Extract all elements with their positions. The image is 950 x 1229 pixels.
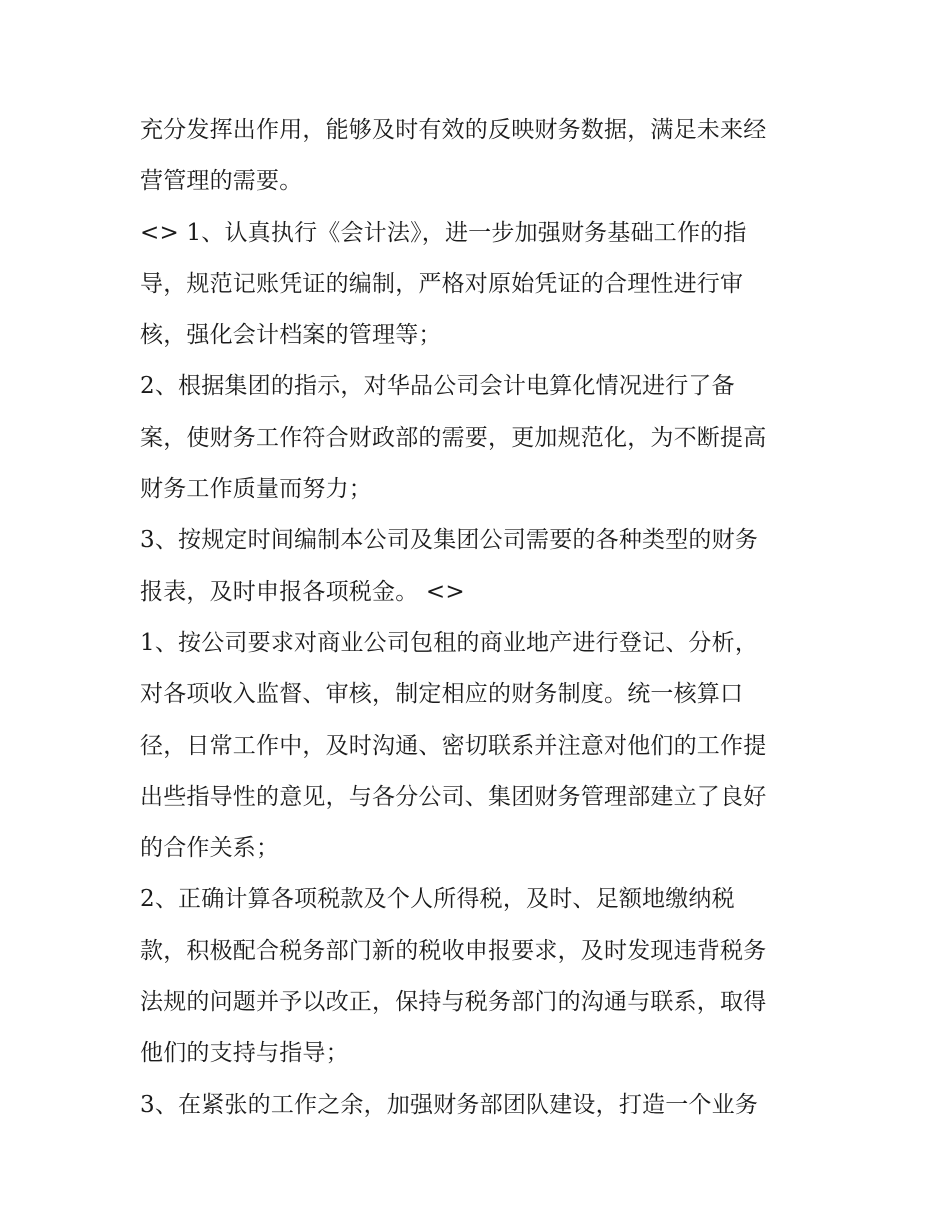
body-text [140, 105, 820, 1131]
text-line: 报表，及时申报各项税金。 <> [140, 578, 465, 605]
text-line: 营管理的需要。 [140, 168, 303, 195]
text-line: 充分发挥出作用，能够及时有效的反映财务数据，满足未来经 [140, 117, 767, 143]
text-line: 3、在紧张的工作之余，加强财务部团队建设，打造一个业务 [140, 1091, 759, 1118]
text-line: 的合作关系； [140, 835, 280, 862]
text-line: 案，使财务工作符合财政部的需要，更加规范化，为不断提高 [140, 424, 767, 451]
text-line: 对各项收入监督、审核，制定相应的财务制度。统一核算口 [140, 681, 744, 708]
text-line: 法规的问题并予以改正，保持与税务部门的沟通与联系，取得 [140, 989, 767, 1016]
text-line: 3、按规定时间编制本公司及集团公司需要的各种类型的财务 [140, 527, 759, 554]
text-line: 出些指导性的意见，与各分公司、集团财务管理部建立了良好 [140, 783, 767, 810]
text-line: 径，日常工作中，及时沟通、密切联系并注意对他们的工作提 [140, 732, 767, 759]
text-line: 导，规范记账凭证的编制，严格对原始凭证的合理性进行审 [140, 270, 744, 297]
text-line: 他们的支持与指导； [140, 1040, 349, 1067]
text-line: 财务工作质量而努力； [140, 476, 372, 503]
text-line: 2、根据集团的指示，对华品公司会计电算化情况进行了备 [140, 373, 735, 400]
text-line: 2、正确计算各项税款及个人所得税，及时、足额地缴纳税 [140, 886, 735, 913]
text-line: 1、按公司要求对商业公司包租的商业地产进行登记、分析， [140, 629, 759, 656]
text-line: <> 1、认真执行《会计法》，进一步加强财务基础工作的指 [140, 219, 747, 246]
text-line: 款，积极配合税务部门新的税收申报要求，及时发现违背税务 [140, 937, 767, 964]
text-line: 核，强化会计档案的管理等； [140, 322, 442, 349]
